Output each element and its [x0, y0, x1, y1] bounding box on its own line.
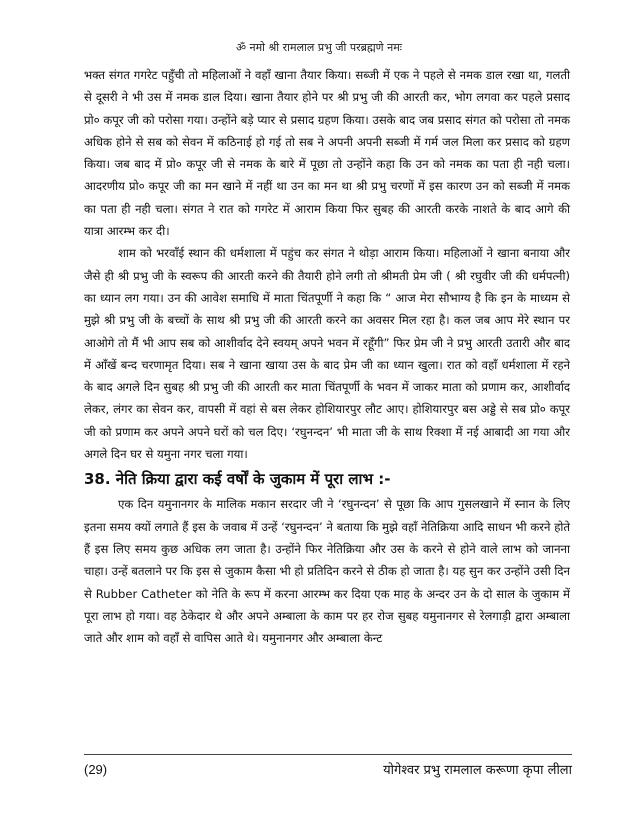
page-footer: [84, 760, 572, 778]
book-title: योगेश्वर प्रभु रामलाल करूणा कृपा लीला: [383, 763, 572, 778]
page-body: [84, 64, 570, 649]
section-heading: 38. नेति क्रिया द्वारा कई वर्षों के जुकाम में पूरा लाभ :-: [84, 470, 391, 489]
page-header-invocation: ॐ नमो श्री रामलाल प्रभु जी परब्रह्मणे नमः: [235, 41, 403, 54]
paragraph-bharwain-dharamshala: शाम को भरवाँई स्थान की धर्मशाला में पहुंच कर संगत ने थोड़ा आराम किया। महिलाओं ने खाना बनाया और जैसे ही श्री प्रभु जी के स्वरूप की आरती करने की तैयारी होने लगी तो श्रीमती प्रेम जी ( श्री रघुवीर जी की धर्मपत्नी) का ध्यान लग गया। उन की आवेश समाधि में माता चिंतपूर्णी ने कहा कि “ आज मेरा सौभाग्य है कि इन के माध्यम से मुझे श्री प्रभु जी के बच्चों के साथ श्री प्रभु जी की आरती करने का अवसर मिल रहा है। कल जब आप मेरे स्थान पर आओगे तो मैं भी आप सब को आशीर्वाद देने स्वयम् अपने भवन में रहूँगी” फिर प्रेम जी ने प्रभु आरती उतारी और बाद में आँखें बन्द चरणामृत दिया। सब ने खाना खाया उस के बाद प्रेम जी का ध्यान खुला। रात को वहाँ धर्मशाला में रहने के बाद अगले दिन सुबह श्री प्रभु जी की आरती कर माता चिंतपूर्णी के भवन में जाकर माता को प्रणाम कर, आशीर्वाद लेकर, लंगर का सेवन कर, वापसी में वहां से बस लेकर होशियारपुर लौट आए। होशियारपुर बस अड्डे से सब प्रो० कपूर जी को प्रणाम कर अपने अपने घरों को चल दिए। ‘रघुनन्दन’ भी माता जी के साथ रिक्शा में नई आबादी आ गया और अगले दिन घर से यमुना नगर चला गया।: [84, 246, 570, 462]
page-number: (29): [84, 762, 108, 777]
footer-divider: [84, 754, 572, 755]
paragraph-neti-kriya: एक दिन यमुनानगर के मालिक मकान सरदार जी ने ‘रघुनन्दन’ से पूछा कि आप गुसलखाने में स्नान के लिए इतना समय क्यों लगाते हैं इस के जवाब में उन्हें ‘रघुनन्दन’ ने बताया कि मुझे वहाँ नेतिक्रिया आदि साधन भी करने होते हैं इस लिए समय कुछ अधिक लग जाता है। उन्होंने फिर नेतिक्रिया और उस के करने से होने वाले लाभ को जानना चाहा। उन्हें बतलाने पर कि इस से जुकाम कैसा भी हो प्रतिदिन करने से ठीक हो जाता है। यह सुन कर उन्होंने उसी दिन से Rubber Catheter को नेति के रूप में करना आरम्भ कर दिया एक माह के अन्दर उन के दो साल के जुकाम में पूरा लाभ हो गया। वह ठेकेदार थे और अपने अम्बाला के काम पर हर रोज सुबह यमुनानगर से रेलगाड़ी द्वारा अम्बाला जाते और शाम को वहाँ से वापिस आते थे। यमुनानगर और अम्बाला केन्ट: [84, 497, 570, 646]
paragraph-gagret-prasad: भक्त संगत गगरेट पहुँची तो महिलाओं ने वहाँ खाना तैयार किया। सब्जी में एक ने पहले से नमक डाल रखा था, गलती से दूसरी ने भी उस में नमक डाल दिया। खाना तैयार होने पर श्री प्रभु जी की आरती कर, भोग लगवा कर पहले प्रसाद प्रो० कपूर जी को परोसा गया। उन्होंने बड़े प्यार से प्रसाद ग्रहण किया। उसके बाद जब प्रसाद संगत को परोसा तो नमक अधिक होने से सब को सेवन में कठिनाई हो गई तो सब ने अपनी अपनी सब्जी में गर्म जल मिला कर प्रसाद को ग्रहण किया। जब बाद में प्रो० कपूर जी से नमक के बारे में पूछा तो उन्होंने कहा कि उन को नमक का पता ही नही चला। आदरणीय प्रो० कपूर जी का मन खाने में नहीं था उन का मन था श्री प्रभु चरणों में इस कारण उन को सब्जी में नमक का पता ही नही चला। संगत ने रात को गगरेट में आराम किया फिर सुबह की आरती करके नाशते के बाद आगे की यात्रा आरम्भ कर दी।: [84, 68, 570, 239]
